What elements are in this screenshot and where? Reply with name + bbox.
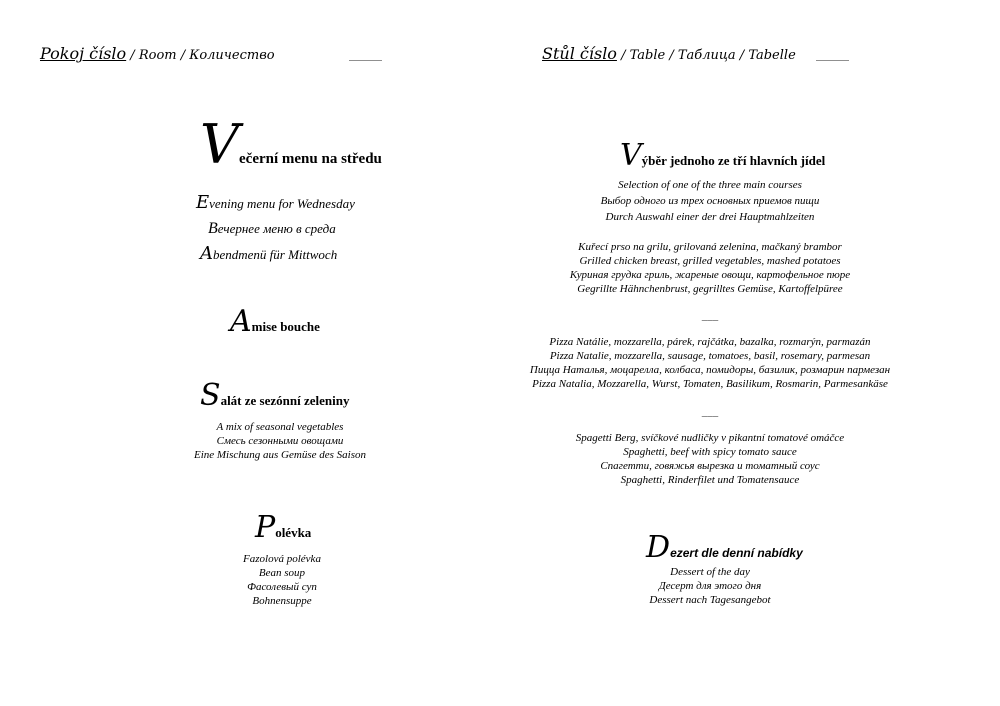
dish-chicken-ru: Куриная грудка гриль, жареные овощи, картофельное пюре (569, 269, 851, 281)
dish-spaghetti-de: Spaghetti, Rinderfilet und Tomatensauce (620, 474, 800, 486)
subtitle-en: Evening menu for Wednesday (196, 192, 355, 213)
menu-subtitles (196, 190, 355, 267)
main-line-en: Selection of one of the three main courses (618, 179, 802, 191)
dish-spaghetti-en: Spaghetti, beef with spicy tomato sauce (623, 446, 797, 458)
salad-lines (160, 420, 400, 462)
dessert-title: Dezert dle denní nabídky (646, 530, 803, 565)
soup-line-en: Bean soup (258, 567, 306, 579)
salad-title: Salát ze sezónní zeleniny (200, 378, 350, 413)
room-number-blank[interactable]: ______ (349, 48, 382, 61)
table-number-blank[interactable]: ______ (816, 48, 849, 61)
dessert-lines (610, 565, 810, 607)
soup-title: Polévka (255, 510, 312, 545)
table-header (542, 44, 796, 63)
dessert-line-en: Dessert of the day (670, 566, 750, 578)
table-label-de: Tabelle (748, 48, 796, 63)
subtitle-ru: Вечернее меню в среда (208, 220, 336, 237)
dish-chicken-cz: Kuřecí prso na grilu, grilovaná zelenina, mačkaný brambor (578, 241, 842, 253)
dish-chicken-en: Grilled chicken breast, grilled vegetables, mashed potatoes (579, 255, 841, 267)
separator: ___ (701, 404, 719, 417)
slash: / (126, 48, 139, 63)
soup-line-cz: Fazolová polévka (243, 553, 321, 565)
slash: / (176, 48, 190, 63)
table-label-ru: Таблица (677, 48, 736, 63)
main-line-ru: Выбор одного из трех основных приемов пищи (600, 195, 820, 207)
dish-pizza (500, 335, 920, 391)
table-label-cz: Stůl číslo (542, 44, 617, 63)
dish-spaghetti-ru: Спагетти, говяжья вырезка и томатный соус (600, 460, 820, 472)
dish-pizza-cz: Pizza Natálie, mozzarella, párek, rajčátka, bazalka, rozmarýn, parmazán (549, 336, 871, 348)
amuse-bouche-title: Amise bouche (230, 304, 320, 339)
table-label-en: Table (629, 48, 666, 63)
dish-pizza-en: Pizza Natalie, mozzarella, sausage, tomatoes, basil, rosemary, parmesan (549, 350, 871, 362)
subtitle-de: Abendmenü für Mittwoch (200, 243, 338, 264)
slash: / (616, 48, 630, 63)
room-label-cz: Pokoj číslo (40, 44, 127, 63)
salad-line-de: Eine Mischung aus Gemüse des Saison (193, 449, 366, 461)
dish-pizza-de: Pizza Natalia, Mozzarella, Wurst, Tomaten, Basilikum, Rosmarin, Parmesankäse (532, 378, 888, 390)
menu-title-initial: V (200, 113, 239, 176)
menu-title-text: ečerní menu na středu (239, 151, 382, 167)
main-course-title: Výběr jednoho ze tří hlavních jídel (620, 138, 826, 173)
separator: ___ (701, 308, 719, 321)
soup-line-de: Bohnensuppe (252, 595, 312, 607)
dish-chicken (510, 240, 910, 296)
slash: / (735, 48, 749, 63)
main-course-lines (560, 177, 860, 225)
dish-chicken-de: Gegrillte Hähnchenbrust, gegrilltes Gemüse, Kartoffelpüree (577, 283, 843, 295)
slash: / (665, 48, 678, 63)
main-line-de: Durch Auswahl einer der drei Hauptmahlzeiten (605, 211, 815, 223)
room-label-en: Room (138, 48, 177, 63)
soup-line-ru: Фасолевый суп (247, 581, 317, 593)
room-header (40, 44, 275, 63)
menu-title (200, 113, 382, 176)
dessert-line-ru: Десерт для этого дня (658, 580, 762, 592)
salad-line-en: A mix of seasonal vegetables (216, 421, 344, 433)
salad-line-ru: Смесь сезонными овощами (216, 435, 344, 447)
soup-lines (200, 552, 364, 608)
dish-spaghetti-cz: Spagetti Berg, svíčkové nudličky v pikantní tomatové omáčce (575, 432, 845, 444)
dish-pizza-ru: Пицца Наталья, моцарелла, колбаса, помидоры, базилик, розмарин пармезан (529, 364, 891, 376)
room-label-ru: Количество (189, 48, 275, 63)
dessert-line-de: Dessert nach Tagesangebot (649, 594, 771, 606)
dish-spaghetti (510, 431, 910, 487)
